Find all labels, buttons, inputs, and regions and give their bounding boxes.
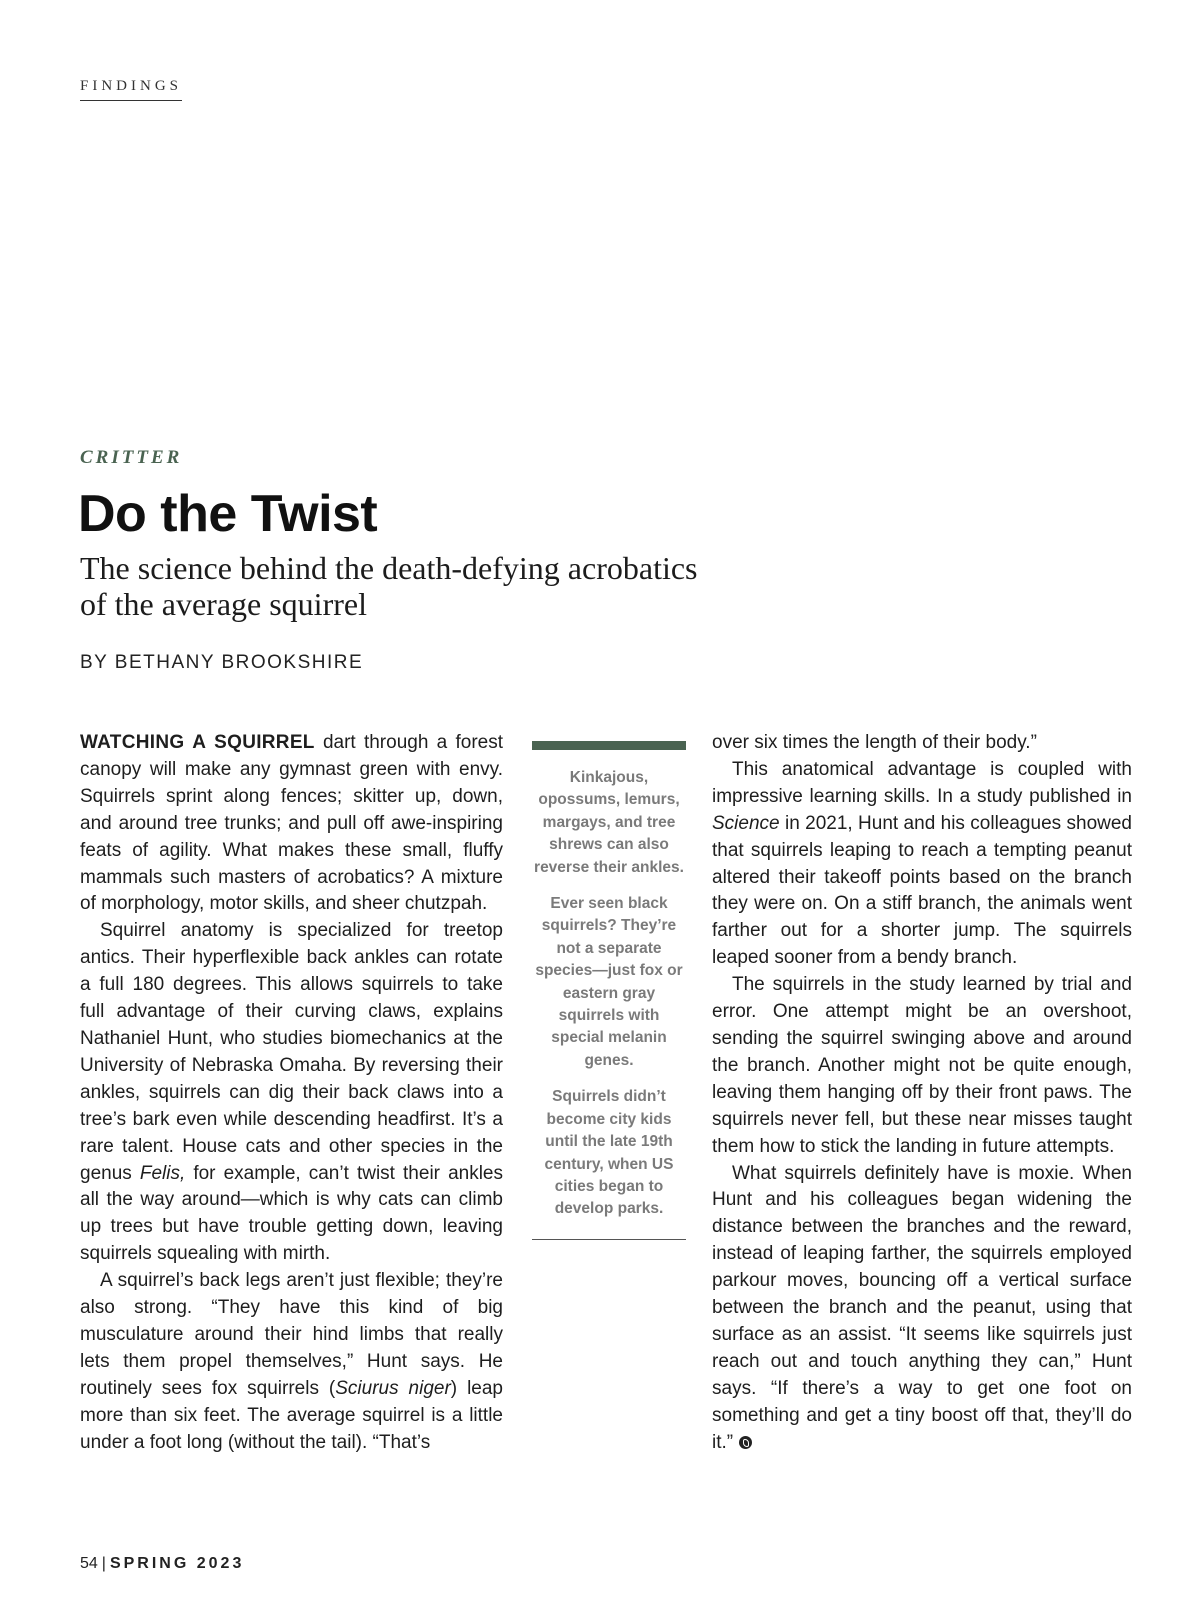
article-kicker: CRITTER (80, 447, 183, 468)
paragraph: The squirrels in the study learned by trial and error. One attempt might be an overshoot, sending the squirrel swinging above and around the branch. Another might not be quite enough, leaving them hanging off by their front paws. The squirrels never fell, but these near misses taught them how to stick the landing in future attempts. (712, 974, 1132, 1157)
paragraph (80, 730, 503, 918)
paragraph-text: ) leap more than six feet. The average squirrel is a little under a foot long (without the tail). “That’s (80, 1377, 503, 1453)
fact-sidebar (532, 741, 686, 1240)
article-title: Do the Twist (78, 485, 378, 543)
species-name: Sciurus niger (335, 1377, 451, 1399)
footer-separator: | (101, 1555, 106, 1572)
paragraph-text: for example, can’t twist their ankles all the way around—which is why cats can climb up trees but have trouble getting down, leaving squirrels squealing with mirth. (80, 1162, 503, 1265)
paragraph-text: This anatomical advantage is coupled with impressive learning skills. In a study published in (712, 758, 1132, 807)
page-footer (80, 1555, 244, 1573)
section-label: FINDINGS (80, 78, 182, 101)
paragraph-text: Squirrel anatomy is specialized for treetop antics. Their hyperflexible back ankles can rotate a full 180 degrees. This allows squirrels to take full advantage of their curving claws, explains Nathaniel Hunt, who studies biomechanics at the University of Nebraska Omaha. By reversing their ankles, squirrels can dig their back claws into a tree’s bark even while descending headfirst. It’s a rare talent. House cats and other species in the genus (80, 920, 503, 1184)
paragraph-text: What squirrels definitely have is moxie. When Hunt and his colleagues began widening the distance between the branches and the reward, instead of leaping farther, the squirrels employed parkour moves, bouncing off a vertical surface between the branch and the peanut, using that surface as an assist. “It seems like squirrels just reach out and touch anything they can,” Hunt says. “If there’s a way to get one foot on something and get a tiny boost off that, they’ll do it.” (712, 1162, 1132, 1453)
left-column (80, 730, 503, 1456)
genus-name: Felis, (139, 1162, 186, 1184)
paragraph-text: in 2021, Hunt and his colleagues showed that squirrels leaping to reach a tempting peanut altered their takeoff points based on the branch they were on. On a stiff branch, the animals went farther out for a shorter jump. The squirrels leaped sooner from a bendy branch. (712, 812, 1132, 969)
paragraph (712, 1161, 1132, 1457)
end-mark-icon (739, 1436, 752, 1449)
paragraph (712, 757, 1132, 972)
paragraph (80, 1268, 503, 1456)
byline: BY BETHANY BROOKSHIRE (80, 652, 364, 673)
paragraph: over six times the length of their body.” (712, 732, 1037, 753)
lead-in: WATCHING A SQUIRREL (80, 732, 315, 753)
sidebar-fact: Kinkajous, opossums, lemurs, margays, and tree shrews can also reverse their ankles. (534, 769, 684, 876)
sidebar-fact: Ever seen black squirrels? They’re not a separate species—just fox or eastern gray squirrels with special melanin genes. (535, 895, 683, 1069)
paragraph-text: A squirrel’s back legs aren’t just flexible; they’re also strong. “They have this kind of big musculature around their hind limbs that really lets them propel themselves,” Hunt says. He routinely sees fox squirrels ( (80, 1270, 503, 1399)
right-column (712, 730, 1132, 1456)
journal-name: Science (712, 812, 780, 834)
paragraph (80, 918, 503, 1268)
article-dek: The science behind the death-defying acrobatics of the average squirrel (80, 550, 698, 622)
paragraph-text: dart through a forest canopy will make any gymnast green with envy. Squirrels sprint along fences; skitter up, down, and around tree trunks; and pull off awe-inspiring feats of agility. What makes these small, fluffy mammals such masters of acrobatics? A mixture of morphology, motor skills, and sheer chutzpah. (80, 732, 503, 915)
page-number: 54 (80, 1555, 98, 1572)
issue-label: SPRING 2023 (109, 1555, 245, 1572)
sidebar-fact: Squirrels didn’t become city kids until the late 19th century, when US cities began to develop parks. (544, 1088, 674, 1218)
